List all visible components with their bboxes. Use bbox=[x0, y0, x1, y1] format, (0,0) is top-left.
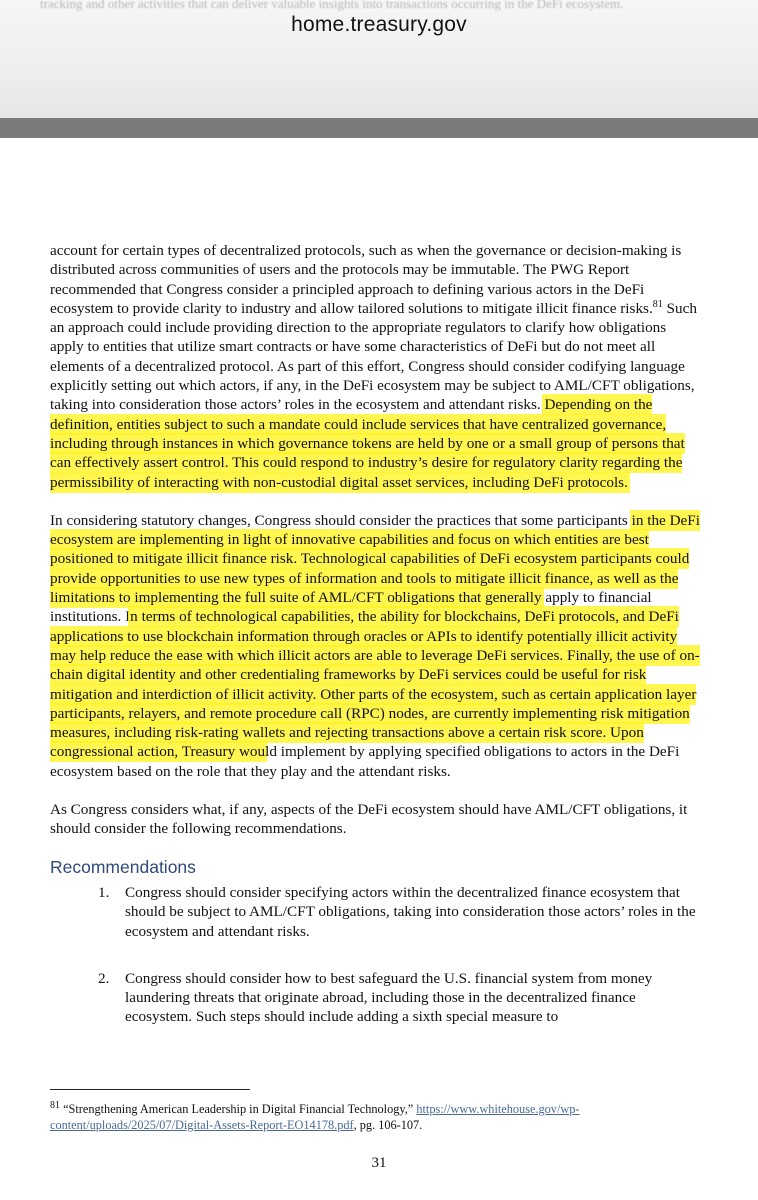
paragraph-1 bbox=[50, 241, 702, 492]
recommendations-list bbox=[50, 883, 702, 1027]
highlight-3: n terms of technological capabilities, the ability for blockchains, DeFi protocols, and DeFi applications to use blockchain information through oracles or APIs to identify potentially illicit activity may help reduce the ease with which illicit actors are able to leverage DeFi services. Finally, the use of on-chain digital identity and other credentialing frameworks by DeFi services could be useful for risk mitigation and interdiction of illicit activity. Other parts of the ecosystem, such as certain application layer participants, relayers, and remote procedure call (RPC) nodes, are currently implementing risk mitigation measures, including risk-rating wallets and rejecting transactions above a certain risk score. Upon congressional action, Treasury wou bbox=[50, 608, 700, 761]
list-text: Congress should consider how to best safeguard the U.S. financial system from money laundering threats that originate abroad, including those in the decentralized finance ecosystem. Such steps should include adding a sixth special measure to bbox=[125, 969, 653, 1026]
p2-text-3: ld implement by applying specified obligations to actors in the DeFi ecosystem based on the role that they play and the attendant risks. bbox=[50, 743, 680, 780]
footnote-divider bbox=[50, 1089, 250, 1090]
footnote-number: 81 bbox=[50, 1099, 60, 1111]
page-number: 31 bbox=[371, 1155, 387, 1171]
document-content bbox=[50, 241, 702, 1055]
list-text: Congress should consider specifying actors within the decentralized finance ecosystem that should be subject to AML/CFT obligations, taking into consideration those actors’ roles in the ecosystem and attendant risks. bbox=[125, 883, 696, 940]
footnote-ref: 81 bbox=[652, 298, 663, 310]
footnote-title: “Strengthening American Leadership in Digital Financial Technology,” bbox=[60, 1102, 417, 1116]
ghost-text: tracking and other activities that can deliver valuable insights into transactions occurring in the DeFi ecosystem. bbox=[40, 0, 624, 11]
list-item bbox=[50, 969, 702, 1027]
list-number: 2. bbox=[98, 969, 110, 987]
list-item bbox=[50, 883, 702, 941]
p2-text-2: apply to financial institutions. I bbox=[50, 589, 652, 626]
list-number: 1. bbox=[98, 883, 110, 901]
document-page bbox=[0, 138, 758, 1200]
footnote-link[interactable]: https://www.whitehouse.gov/wp-content/uploads/2025/07/Digital-Assets-Report-EO14178.pdf bbox=[50, 1102, 580, 1132]
recommendations-heading: Recommendations bbox=[50, 856, 196, 877]
p2-text: In considering statutory changes, Congress should consider the practices that some participants bbox=[50, 511, 632, 529]
footnote bbox=[50, 1101, 700, 1133]
paragraph-2 bbox=[50, 511, 702, 781]
toolbar-divider bbox=[0, 118, 758, 138]
highlight-2: in the DeFi ecosystem are implementing in light of innovative capabilities and focus on which entities are best positioned to mitigate illicit finance risk. Technological capabilities of DeFi ecosystem participants could provide opportunities to use new types of information and tools to mitigate illicit finance, as well as the limitations to implementing the full suite of AML/CFT obligations that generally bbox=[50, 511, 700, 607]
browser-top-bar bbox=[0, 0, 758, 118]
p1-text-2: Such an approach could include providing direction to the appropriate regulators to clarify how obligations apply to entities that utilize smart contracts or have some characteristics of DeFi but do not meet all elements of a decentralized protocol. As part of this effort, Congress should consider codifying language explicitly setting out which actors, if any, in the DeFi ecosystem may be subject to AML/CFT obligations, taking into consideration those actors’ roles in the ecosystem and attendant risks. bbox=[50, 299, 697, 414]
p1-text: account for certain types of decentralized protocols, such as when the governance or decision-making is distributed across communities of users and the protocols may be immutable. The PWG Report recommended that Congress consider a principled approach to defining various actors in the DeFi ecosystem to provide clarity to industry and allow tailored solutions to mitigate illicit finance risks. bbox=[50, 242, 682, 317]
footnote-pages: , pg. 106-107. bbox=[353, 1118, 423, 1132]
paragraph-3: As Congress considers what, if any, aspects of the DeFi ecosystem should have AML/CFT obligations, it should consider the following recommendations. bbox=[50, 801, 688, 838]
highlight-1: Depending on the definition, entities subject to such a mandate could include services that have centralized governance, including through instances in which governance tokens are held by one or a small group of persons that can effectively assert control. This could respond to industry’s desire for regulatory clarity regarding the permissibility of interacting with non-custodial digital asset services, including DeFi protocols. bbox=[50, 396, 685, 491]
url-label[interactable]: home.treasury.gov bbox=[291, 13, 467, 36]
